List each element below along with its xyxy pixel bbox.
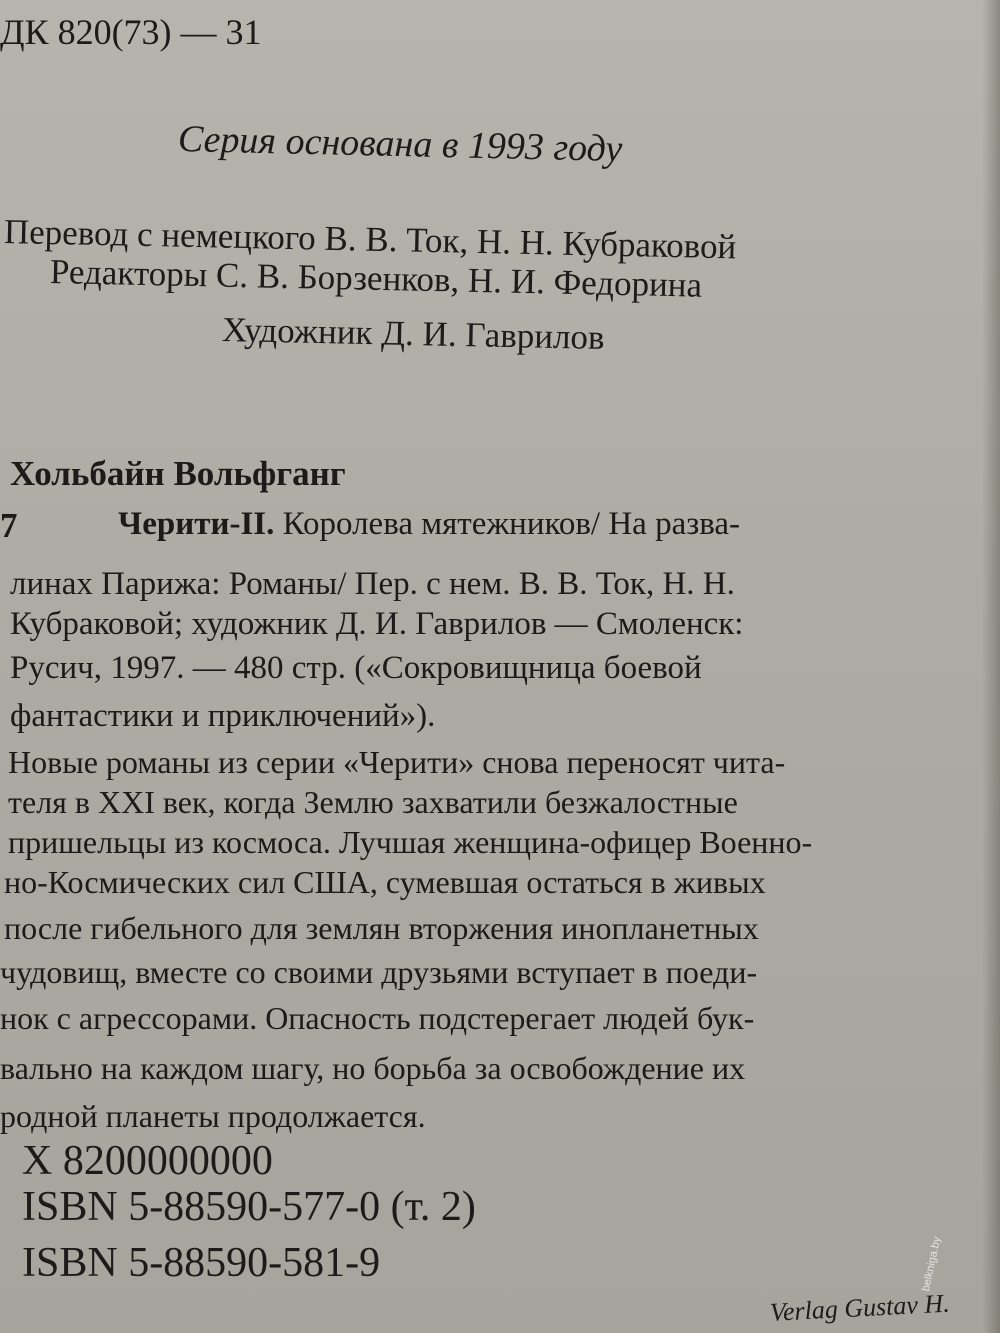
artist-credit: Художник Д. И. Гаврилов [221,310,605,358]
bibliography-line-2: линах Парижа: Романы/ Пер. с нем. В. В. Ток, Н. Н. [10,566,735,602]
description-line: но-Космических сил США, сумевшая остаться в живых [4,864,766,900]
editors-credit: Редакторы С. В. Борзенков, Н. И. Федорина [49,252,703,305]
bibliography-line-5: фантастики и приключений»). [10,698,436,734]
description-line: вально на каждом шагу, но борьба за освобождение их [0,1050,746,1086]
bibliography-line-3: Кубраковой; художник Д. И. Гаврилов — Смоленск: [10,606,744,642]
description-line: чудовищ, вместе со своими друзьями вступает в поеди- [0,954,758,990]
book-title: Черити-II. [118,506,275,542]
isbn-volume: ISBN 5-88590-577-0 (т. 2) [22,1184,476,1230]
description-line: после гибельного для землян вторжения инопланетных [4,910,759,946]
bibliography-line-1-rest: Королева мятежников/ На разва- [274,506,741,542]
description-line: теля в XXI век, когда Землю захватили безжалостные [8,784,738,820]
bibliography-line-1 [118,508,740,541]
author-name: Хольбайн Вольфганг [10,454,346,493]
description-line: нок с агрессорами. Опасность подстерегает людей бук- [0,1000,755,1036]
watermark: belkniga.by [920,1235,944,1293]
index-code: X 8200000000 [22,1138,273,1184]
description-line: пришельцы из космоса. Лучшая женщина-офицер Военно- [8,824,813,860]
catalog-number: 7 [0,506,18,545]
description-line: Новые романы из серии «Черити» снова переносят чита- [8,744,786,780]
page-edge-shadow [982,0,1000,1333]
udk-code: ДК 820(73) — 31 [0,12,262,52]
series-note: Серия основана в 1993 году [177,118,623,171]
isbn-set: ISBN 5-88590-581-9 [22,1240,381,1286]
translation-credit: Перевод с немецкого В. В. Ток, Н. Н. Кубраковой [3,212,737,267]
bibliography-line-4: Русич, 1997. — 480 стр. («Сокровищница боевой [10,650,702,686]
publisher-footer: Verlag Gustav H. [769,1288,951,1327]
description-line: родной планеты продолжается. [0,1098,426,1134]
